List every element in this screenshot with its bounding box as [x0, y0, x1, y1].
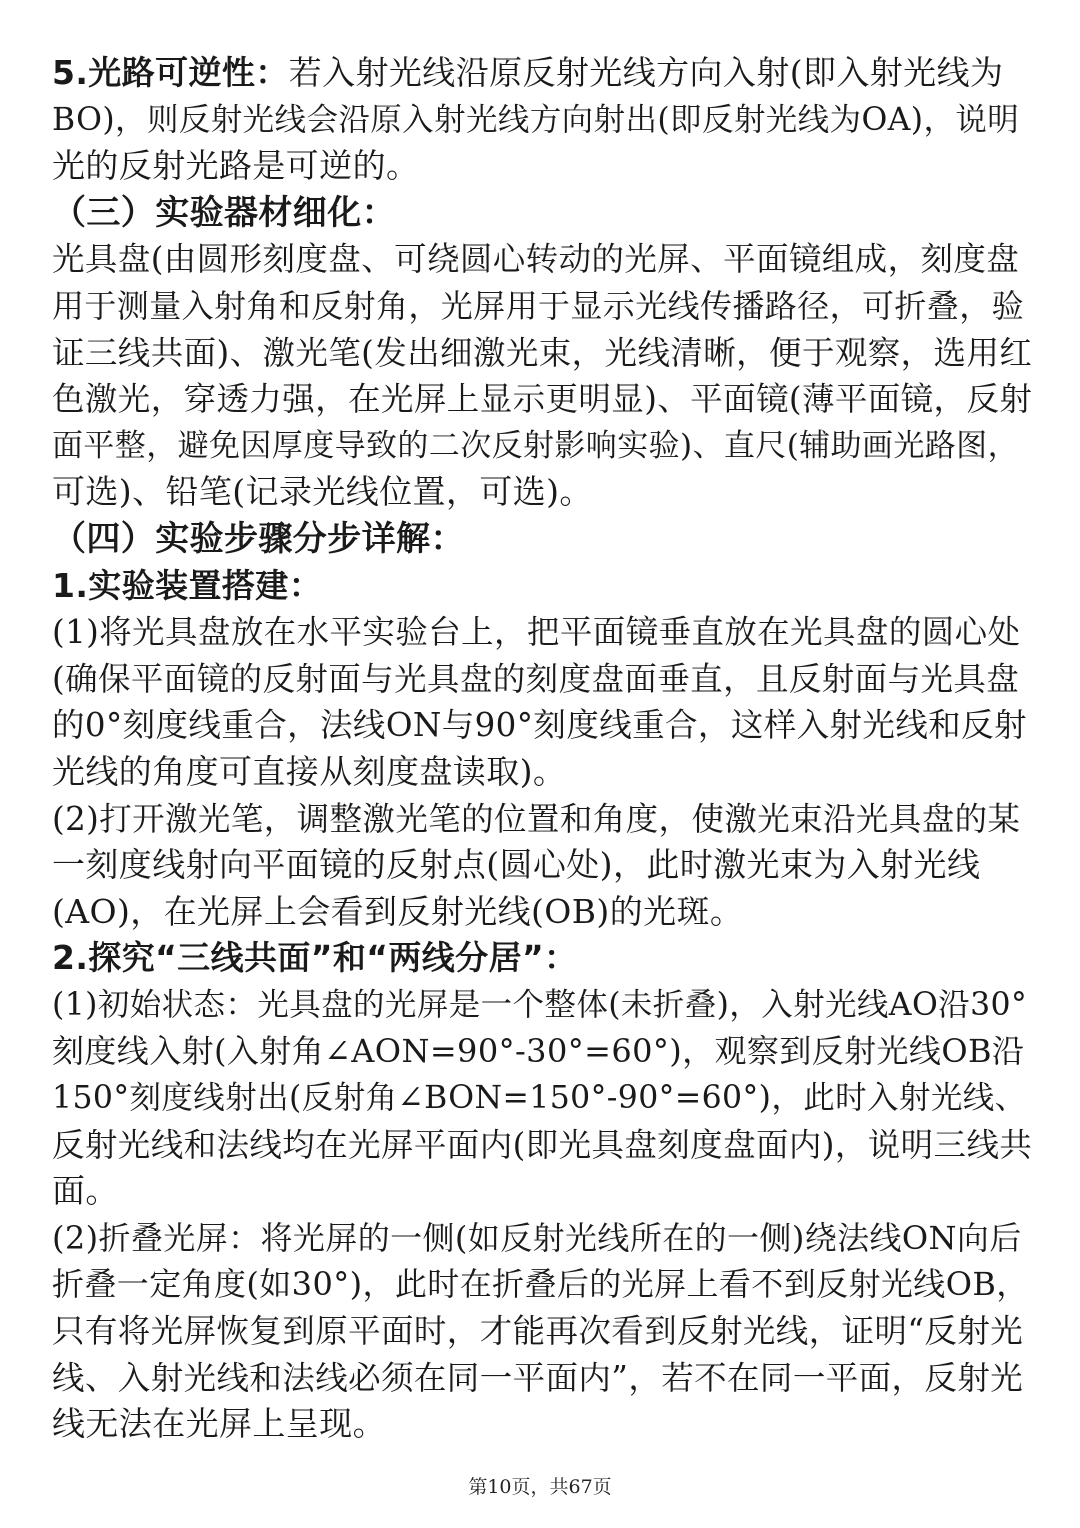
section-5-line-3: 光的反射光路是可逆的。 — [52, 146, 420, 186]
section-3-line: 面平整，避免因厚度导致的二次反射影响实验)、直尺(辅助画光路图， — [52, 427, 1019, 464]
subsection-2-line: 150°刻度线射出(反射角∠BON=150°-90°=60°)，此时入射光线、 — [52, 1080, 1027, 1117]
subsection-1-heading: 1.实验装置搭建： — [52, 565, 323, 605]
section-5-label: 5.光路可逆性： — [52, 53, 289, 92]
section-3-line: 可选)、铅笔(记录光线位置，可选)。 — [52, 472, 593, 512]
document-page — [52, 50, 1032, 1448]
section-3-line: 光具盘(由圆形刻度盘、可绕圆心转动的光屏、平面镜组成，刻度盘 — [52, 240, 1020, 279]
section-3-line: 色激光，穿透力强，在光屏上显示更明显)、平面镜(薄平面镜，反射 — [52, 380, 1033, 419]
subsection-2-line: 线无法在光屏上呈现。 — [52, 1404, 386, 1444]
subsection-2-line: 面。 — [52, 1171, 119, 1211]
subsection-2-line: (1)初始状态：光具盘的光屏是一个整体(未折叠)，入射光线AO沿30° — [52, 986, 1028, 1023]
subsection-1-line: 的0°刻度线重合，法线ON与90°刻度线重合，这样入射光线和反射 — [52, 706, 1027, 745]
subsection-1-line: (2)打开激光笔，调整激光笔的位置和角度，使激光束沿光具盘的某 — [52, 799, 1021, 838]
section-3-heading: （三）实验器材细化： — [52, 192, 396, 233]
subsection-1-line: (1)将光具盘放在水平实验台上，把平面镜垂直放在光具盘的圆心处 — [52, 613, 1021, 652]
section-4-heading: （四）实验步骤分步详解： — [52, 518, 465, 559]
subsection-1-line: (AO)，在光屏上会看到反射光线(OB)的光斑。 — [52, 891, 744, 931]
page-number: 第10页，共67页 — [468, 1476, 612, 1498]
section-5-text: 若入射光线沿原反射光线方向入射(即入射光线为 — [288, 53, 1004, 92]
subsection-2-line: 反射光线和法线均在光屏平面内(即光具盘刻度盘面内)，说明三线共 — [52, 1125, 1033, 1164]
section-5-line-1 — [52, 50, 1032, 97]
subsection-2-line: (2)折叠光屏：将光屏的一侧(如反射光线所在的一侧)绕法线ON向后 — [52, 1218, 1022, 1257]
section-3-line: 证三线共面)、激光笔(发出细激光束，光线清晰，便于观察，选用红 — [52, 333, 1033, 372]
subsection-2-line: 刻度线入射(入射角∠AON=90°-30°=60°)，观察到反射光线OB沿 — [52, 1032, 1025, 1071]
subsection-1-line: 一刻度线射向平面镜的反射点(圆心处)，此时激光束为入射光线 — [52, 845, 981, 885]
subsection-2-line: 折叠一定角度(如30°)，此时在折叠后的光屏上看不到反射光线OB， — [52, 1265, 1029, 1304]
section-5-line-2: BO)，则反射光线会沿原入射光线方向射出(即反射光线为OA)，说明 — [52, 101, 1020, 138]
section-3-line: 用于测量入射角和反射角，光屏用于显示光线传播路径，可折叠，验 — [52, 286, 1025, 325]
subsection-2-heading: 2.探究“三线共面”和“两线分居”： — [52, 938, 578, 978]
subsection-1-line: (确保平面镜的反射面与光具盘的刻度盘面垂直，且反射面与光具盘 — [52, 659, 1020, 698]
subsection-2-line: 线、入射光线和法线必须在同一平面内”，若不在同一平面，反射光 — [52, 1358, 1024, 1397]
subsection-2-line: 只有将光屏恢复到原平面时，才能再次看到反射光线，证明“反射光 — [52, 1312, 1024, 1351]
subsection-1-line: 光线的角度可直接从刻度盘读取)。 — [52, 751, 567, 791]
